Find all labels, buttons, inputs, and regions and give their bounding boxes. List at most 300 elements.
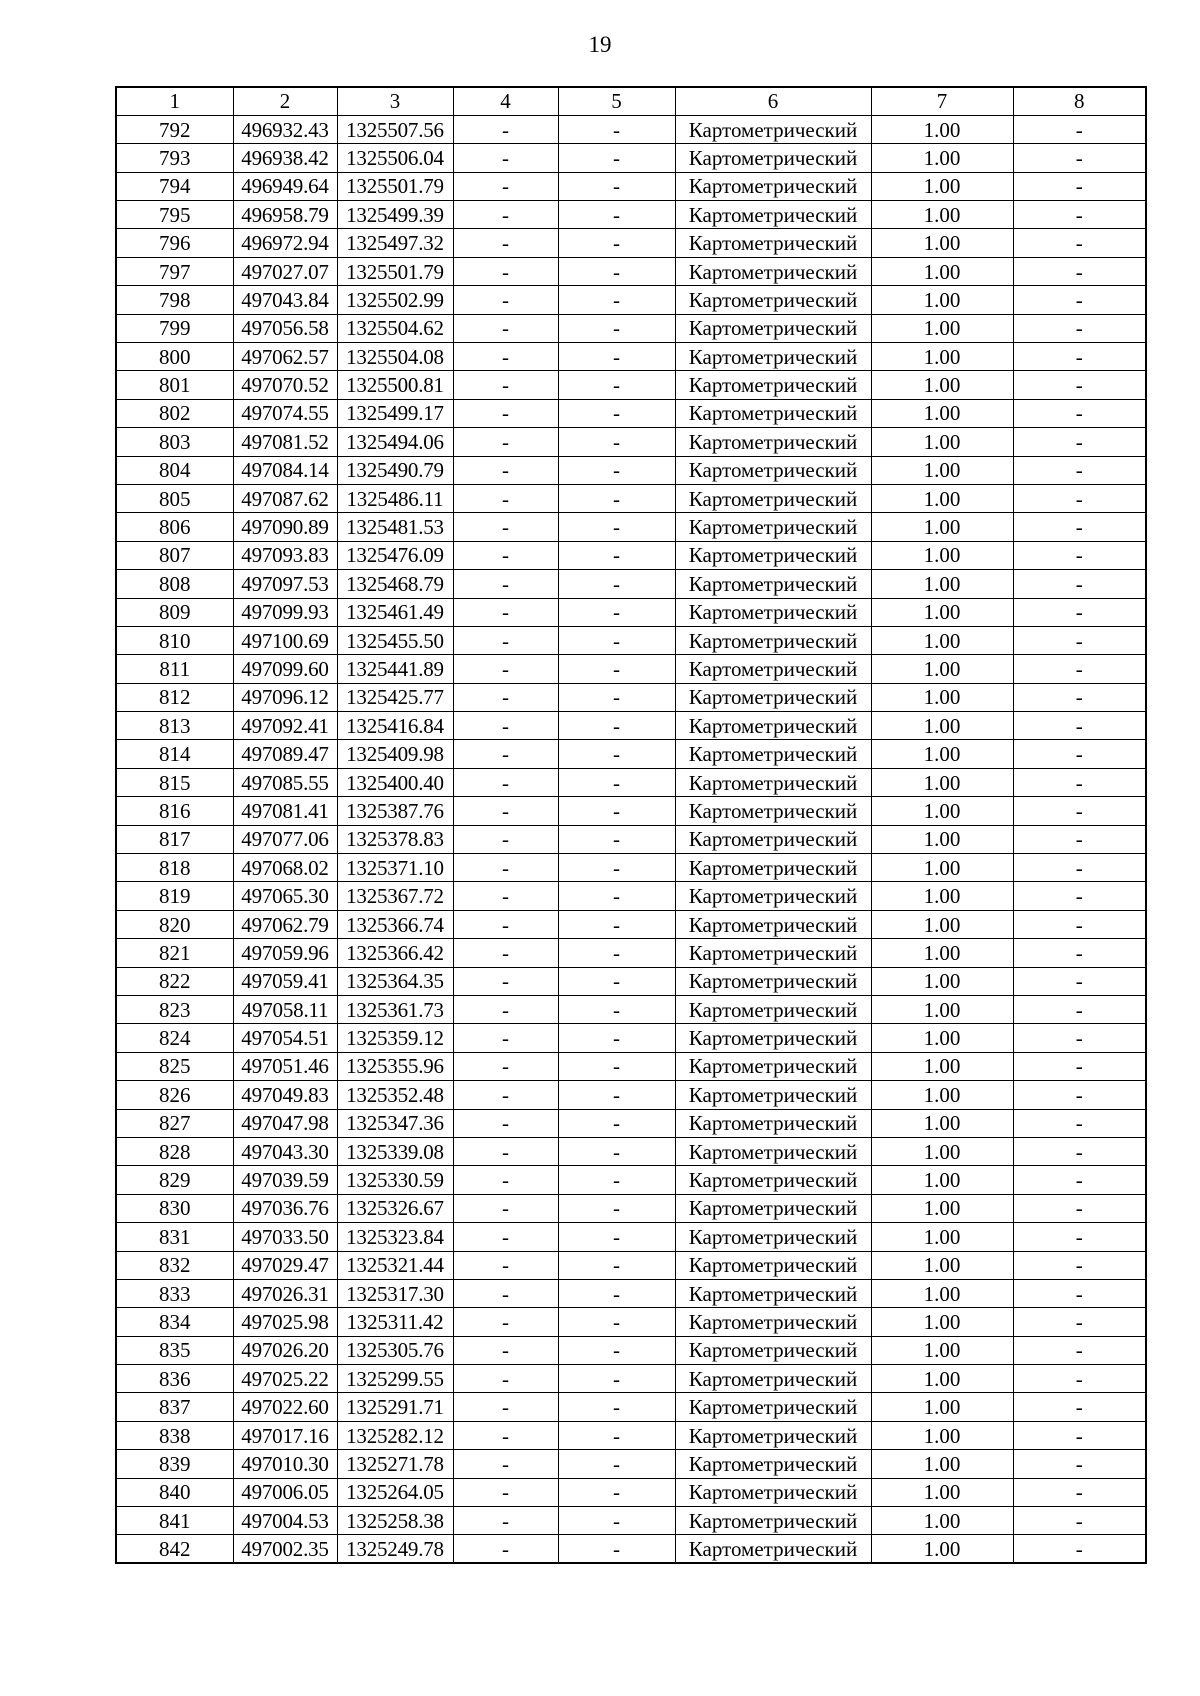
y-coordinate-cell: 1325501.79 [337,257,453,285]
point-number-cell: 824 [116,1024,233,1052]
accuracy-cell: 1.00 [871,939,1013,967]
column-5-cell: - [558,257,675,285]
column-5-cell: - [558,939,675,967]
method-cell: Картометрический [675,456,871,484]
table-header-row [116,87,1146,115]
method-cell: Картометрический [675,1308,871,1336]
accuracy-cell: 1.00 [871,1109,1013,1137]
column-4-cell: - [453,768,558,796]
x-coordinate-cell: 497100.69 [233,626,337,654]
column-5-cell: - [558,1052,675,1080]
column-4-cell: - [453,740,558,768]
column-5-cell: - [558,456,675,484]
accuracy-cell: 1.00 [871,1223,1013,1251]
accuracy-cell: 1.00 [871,343,1013,371]
y-coordinate-cell: 1325499.39 [337,201,453,229]
x-coordinate-cell: 497026.31 [233,1279,337,1307]
column-8-cell: - [1013,570,1146,598]
column-5-cell: - [558,201,675,229]
x-coordinate-cell: 497089.47 [233,740,337,768]
x-coordinate-cell: 497087.62 [233,484,337,512]
y-coordinate-cell: 1325400.40 [337,768,453,796]
column-5-cell: - [558,428,675,456]
x-coordinate-cell: 497065.30 [233,882,337,910]
point-number-cell: 811 [116,655,233,683]
column-4-cell: - [453,513,558,541]
column-8-cell: - [1013,854,1146,882]
column-5-cell: - [558,740,675,768]
point-number-cell: 822 [116,967,233,995]
column-4-cell: - [453,655,558,683]
x-coordinate-cell: 497010.30 [233,1450,337,1478]
method-cell: Картометрический [675,1109,871,1137]
accuracy-cell: 1.00 [871,882,1013,910]
accuracy-cell: 1.00 [871,1052,1013,1080]
accuracy-cell: 1.00 [871,229,1013,257]
y-coordinate-cell: 1325366.42 [337,939,453,967]
column-5-cell: - [558,683,675,711]
table-row [116,683,1146,711]
accuracy-cell: 1.00 [871,626,1013,654]
accuracy-cell: 1.00 [871,1279,1013,1307]
accuracy-cell: 1.00 [871,655,1013,683]
y-coordinate-cell: 1325416.84 [337,712,453,740]
point-number-cell: 814 [116,740,233,768]
column-8-cell: - [1013,1137,1146,1165]
accuracy-cell: 1.00 [871,967,1013,995]
point-number-cell: 841 [116,1507,233,1535]
point-number-cell: 809 [116,598,233,626]
x-coordinate-cell: 496938.42 [233,144,337,172]
x-coordinate-cell: 497036.76 [233,1194,337,1222]
column-4-cell: - [453,570,558,598]
accuracy-cell: 1.00 [871,541,1013,569]
column-4-cell: - [453,1421,558,1449]
point-number-cell: 802 [116,399,233,427]
column-8-cell: - [1013,740,1146,768]
y-coordinate-cell: 1325258.38 [337,1507,453,1535]
point-number-cell: 834 [116,1308,233,1336]
column-4-cell: - [453,343,558,371]
accuracy-cell: 1.00 [871,144,1013,172]
point-number-cell: 806 [116,513,233,541]
table-row [116,1308,1146,1336]
column-4-cell: - [453,286,558,314]
column-8-cell: - [1013,1507,1146,1535]
method-cell: Картометрический [675,939,871,967]
point-number-cell: 831 [116,1223,233,1251]
y-coordinate-cell: 1325249.78 [337,1535,453,1563]
x-coordinate-cell: 497027.07 [233,257,337,285]
x-coordinate-cell: 497043.84 [233,286,337,314]
column-header: 8 [1013,87,1146,115]
column-5-cell: - [558,1336,675,1364]
y-coordinate-cell: 1325366.74 [337,910,453,938]
table-row [116,1450,1146,1478]
point-number-cell: 796 [116,229,233,257]
table-row [116,797,1146,825]
column-5-cell: - [558,144,675,172]
column-4-cell: - [453,1137,558,1165]
column-4-cell: - [453,1223,558,1251]
accuracy-cell: 1.00 [871,1194,1013,1222]
x-coordinate-cell: 497026.20 [233,1336,337,1364]
y-coordinate-cell: 1325387.76 [337,797,453,825]
column-5-cell: - [558,655,675,683]
y-coordinate-cell: 1325355.96 [337,1052,453,1080]
table-row [116,967,1146,995]
table-row [116,144,1146,172]
accuracy-cell: 1.00 [871,854,1013,882]
method-cell: Картометрический [675,598,871,626]
method-cell: Картометрический [675,825,871,853]
y-coordinate-cell: 1325501.79 [337,172,453,200]
x-coordinate-cell: 497077.06 [233,825,337,853]
x-coordinate-cell: 497033.50 [233,1223,337,1251]
x-coordinate-cell: 497093.83 [233,541,337,569]
column-4-cell: - [453,882,558,910]
column-8-cell: - [1013,1308,1146,1336]
y-coordinate-cell: 1325271.78 [337,1450,453,1478]
point-number-cell: 833 [116,1279,233,1307]
y-coordinate-cell: 1325378.83 [337,825,453,853]
x-coordinate-cell: 497054.51 [233,1024,337,1052]
y-coordinate-cell: 1325364.35 [337,967,453,995]
column-8-cell: - [1013,768,1146,796]
table-row [116,201,1146,229]
point-number-cell: 836 [116,1365,233,1393]
column-8-cell: - [1013,1052,1146,1080]
y-coordinate-cell: 1325490.79 [337,456,453,484]
table-row [116,1166,1146,1194]
y-coordinate-cell: 1325504.62 [337,314,453,342]
column-4-cell: - [453,1336,558,1364]
table-row [116,1535,1146,1563]
column-8-cell: - [1013,626,1146,654]
point-number-cell: 794 [116,172,233,200]
accuracy-cell: 1.00 [871,1308,1013,1336]
column-4-cell: - [453,910,558,938]
method-cell: Картометрический [675,1421,871,1449]
method-cell: Картометрический [675,570,871,598]
accuracy-cell: 1.00 [871,172,1013,200]
column-4-cell: - [453,1279,558,1307]
point-number-cell: 837 [116,1393,233,1421]
column-4-cell: - [453,314,558,342]
method-cell: Картометрический [675,1365,871,1393]
table-row [116,768,1146,796]
column-5-cell: - [558,1279,675,1307]
column-4-cell: - [453,1109,558,1137]
column-4-cell: - [453,825,558,853]
table-row [116,626,1146,654]
x-coordinate-cell: 497004.53 [233,1507,337,1535]
column-8-cell: - [1013,683,1146,711]
table-row [116,1279,1146,1307]
y-coordinate-cell: 1325371.10 [337,854,453,882]
column-4-cell: - [453,797,558,825]
x-coordinate-cell: 497017.16 [233,1421,337,1449]
accuracy-cell: 1.00 [871,286,1013,314]
table-row [116,1336,1146,1364]
table-row [116,484,1146,512]
y-coordinate-cell: 1325494.06 [337,428,453,456]
y-coordinate-cell: 1325367.72 [337,882,453,910]
column-5-cell: - [558,882,675,910]
column-8-cell: - [1013,456,1146,484]
method-cell: Картометрический [675,314,871,342]
column-8-cell: - [1013,399,1146,427]
table-row [116,1223,1146,1251]
column-4-cell: - [453,399,558,427]
x-coordinate-cell: 497039.59 [233,1166,337,1194]
y-coordinate-cell: 1325264.05 [337,1478,453,1506]
column-4-cell: - [453,1194,558,1222]
accuracy-cell: 1.00 [871,1024,1013,1052]
column-5-cell: - [558,314,675,342]
method-cell: Картометрический [675,712,871,740]
method-cell: Картометрический [675,1137,871,1165]
column-5-cell: - [558,541,675,569]
y-coordinate-cell: 1325326.67 [337,1194,453,1222]
column-4-cell: - [453,1450,558,1478]
column-5-cell: - [558,1137,675,1165]
y-coordinate-cell: 1325500.81 [337,371,453,399]
column-5-cell: - [558,229,675,257]
method-cell: Картометрический [675,541,871,569]
column-4-cell: - [453,854,558,882]
column-5-cell: - [558,1166,675,1194]
method-cell: Картометрический [675,740,871,768]
column-5-cell: - [558,598,675,626]
accuracy-cell: 1.00 [871,399,1013,427]
column-4-cell: - [453,541,558,569]
column-4-cell: - [453,229,558,257]
table-row [116,1365,1146,1393]
column-8-cell: - [1013,115,1146,143]
method-cell: Картометрический [675,882,871,910]
column-8-cell: - [1013,655,1146,683]
column-4-cell: - [453,201,558,229]
point-number-cell: 820 [116,910,233,938]
point-number-cell: 832 [116,1251,233,1279]
column-5-cell: - [558,854,675,882]
table-row [116,257,1146,285]
column-5-cell: - [558,996,675,1024]
column-8-cell: - [1013,1081,1146,1109]
method-cell: Картометрический [675,428,871,456]
y-coordinate-cell: 1325455.50 [337,626,453,654]
method-cell: Картометрический [675,1052,871,1080]
x-coordinate-cell: 496958.79 [233,201,337,229]
method-cell: Картометрический [675,1223,871,1251]
point-number-cell: 804 [116,456,233,484]
point-number-cell: 800 [116,343,233,371]
y-coordinate-cell: 1325323.84 [337,1223,453,1251]
table-row [116,1109,1146,1137]
point-number-cell: 805 [116,484,233,512]
point-number-cell: 835 [116,1336,233,1364]
table-row [116,1393,1146,1421]
accuracy-cell: 1.00 [871,598,1013,626]
table-row [116,115,1146,143]
point-number-cell: 795 [116,201,233,229]
table-row [116,286,1146,314]
point-number-cell: 801 [116,371,233,399]
x-coordinate-cell: 497068.02 [233,854,337,882]
x-coordinate-cell: 497074.55 [233,399,337,427]
column-5-cell: - [558,1393,675,1421]
column-4-cell: - [453,1166,558,1194]
y-coordinate-cell: 1325305.76 [337,1336,453,1364]
point-number-cell: 816 [116,797,233,825]
table-row [116,598,1146,626]
table-row [116,1421,1146,1449]
column-5-cell: - [558,1365,675,1393]
accuracy-cell: 1.00 [871,314,1013,342]
y-coordinate-cell: 1325481.53 [337,513,453,541]
column-5-cell: - [558,1081,675,1109]
x-coordinate-cell: 497043.30 [233,1137,337,1165]
method-cell: Картометрический [675,115,871,143]
column-8-cell: - [1013,797,1146,825]
method-cell: Картометрический [675,172,871,200]
column-8-cell: - [1013,967,1146,995]
column-8-cell: - [1013,1336,1146,1364]
column-8-cell: - [1013,1421,1146,1449]
column-5-cell: - [558,825,675,853]
accuracy-cell: 1.00 [871,570,1013,598]
method-cell: Картометрический [675,201,871,229]
x-coordinate-cell: 497085.55 [233,768,337,796]
column-8-cell: - [1013,1109,1146,1137]
column-header: 3 [337,87,453,115]
coordinates-table [115,86,1147,1564]
column-8-cell: - [1013,598,1146,626]
point-number-cell: 821 [116,939,233,967]
x-coordinate-cell: 496932.43 [233,115,337,143]
column-8-cell: - [1013,1279,1146,1307]
point-number-cell: 799 [116,314,233,342]
y-coordinate-cell: 1325291.71 [337,1393,453,1421]
method-cell: Картометрический [675,1336,871,1364]
x-coordinate-cell: 497084.14 [233,456,337,484]
table-row [116,541,1146,569]
x-coordinate-cell: 497049.83 [233,1081,337,1109]
table-row [116,371,1146,399]
point-number-cell: 803 [116,428,233,456]
column-header: 1 [116,87,233,115]
x-coordinate-cell: 497062.79 [233,910,337,938]
method-cell: Картометрический [675,797,871,825]
method-cell: Картометрический [675,1024,871,1052]
column-8-cell: - [1013,513,1146,541]
accuracy-cell: 1.00 [871,115,1013,143]
method-cell: Картометрический [675,1535,871,1563]
column-5-cell: - [558,286,675,314]
method-cell: Картометрический [675,1166,871,1194]
point-number-cell: 810 [116,626,233,654]
column-header: 2 [233,87,337,115]
method-cell: Картометрический [675,626,871,654]
column-8-cell: - [1013,541,1146,569]
column-8-cell: - [1013,939,1146,967]
point-number-cell: 807 [116,541,233,569]
column-4-cell: - [453,428,558,456]
column-8-cell: - [1013,257,1146,285]
column-4-cell: - [453,371,558,399]
method-cell: Картометрический [675,484,871,512]
point-number-cell: 793 [116,144,233,172]
y-coordinate-cell: 1325361.73 [337,996,453,1024]
column-4-cell: - [453,456,558,484]
page-number: 19 [588,32,612,57]
y-coordinate-cell: 1325499.17 [337,399,453,427]
point-number-cell: 817 [116,825,233,853]
accuracy-cell: 1.00 [871,1081,1013,1109]
column-8-cell: - [1013,1478,1146,1506]
column-4-cell: - [453,144,558,172]
column-4-cell: - [453,1052,558,1080]
column-8-cell: - [1013,286,1146,314]
accuracy-cell: 1.00 [871,825,1013,853]
accuracy-cell: 1.00 [871,910,1013,938]
table-row [116,1507,1146,1535]
method-cell: Картометрический [675,1478,871,1506]
y-coordinate-cell: 1325461.49 [337,598,453,626]
point-number-cell: 813 [116,712,233,740]
accuracy-cell: 1.00 [871,456,1013,484]
y-coordinate-cell: 1325409.98 [337,740,453,768]
x-coordinate-cell: 496949.64 [233,172,337,200]
column-5-cell: - [558,1308,675,1336]
method-cell: Картометрический [675,768,871,796]
y-coordinate-cell: 1325502.99 [337,286,453,314]
column-8-cell: - [1013,1365,1146,1393]
column-8-cell: - [1013,825,1146,853]
method-cell: Картометрический [675,257,871,285]
y-coordinate-cell: 1325282.12 [337,1421,453,1449]
method-cell: Картометрический [675,910,871,938]
table-row [116,314,1146,342]
column-header: 7 [871,87,1013,115]
method-cell: Картометрический [675,513,871,541]
method-cell: Картометрический [675,371,871,399]
y-coordinate-cell: 1325486.11 [337,484,453,512]
point-number-cell: 818 [116,854,233,882]
point-number-cell: 827 [116,1109,233,1137]
column-5-cell: - [558,1478,675,1506]
column-4-cell: - [453,1024,558,1052]
method-cell: Картометрический [675,1393,871,1421]
column-4-cell: - [453,1535,558,1563]
column-8-cell: - [1013,1450,1146,1478]
accuracy-cell: 1.00 [871,1507,1013,1535]
column-4-cell: - [453,939,558,967]
column-8-cell: - [1013,229,1146,257]
column-8-cell: - [1013,1194,1146,1222]
column-8-cell: - [1013,1166,1146,1194]
x-coordinate-cell: 497099.60 [233,655,337,683]
y-coordinate-cell: 1325339.08 [337,1137,453,1165]
x-coordinate-cell: 497025.22 [233,1365,337,1393]
x-coordinate-cell: 497002.35 [233,1535,337,1563]
column-5-cell: - [558,484,675,512]
table-row [116,172,1146,200]
column-4-cell: - [453,683,558,711]
accuracy-cell: 1.00 [871,428,1013,456]
point-number-cell: 798 [116,286,233,314]
